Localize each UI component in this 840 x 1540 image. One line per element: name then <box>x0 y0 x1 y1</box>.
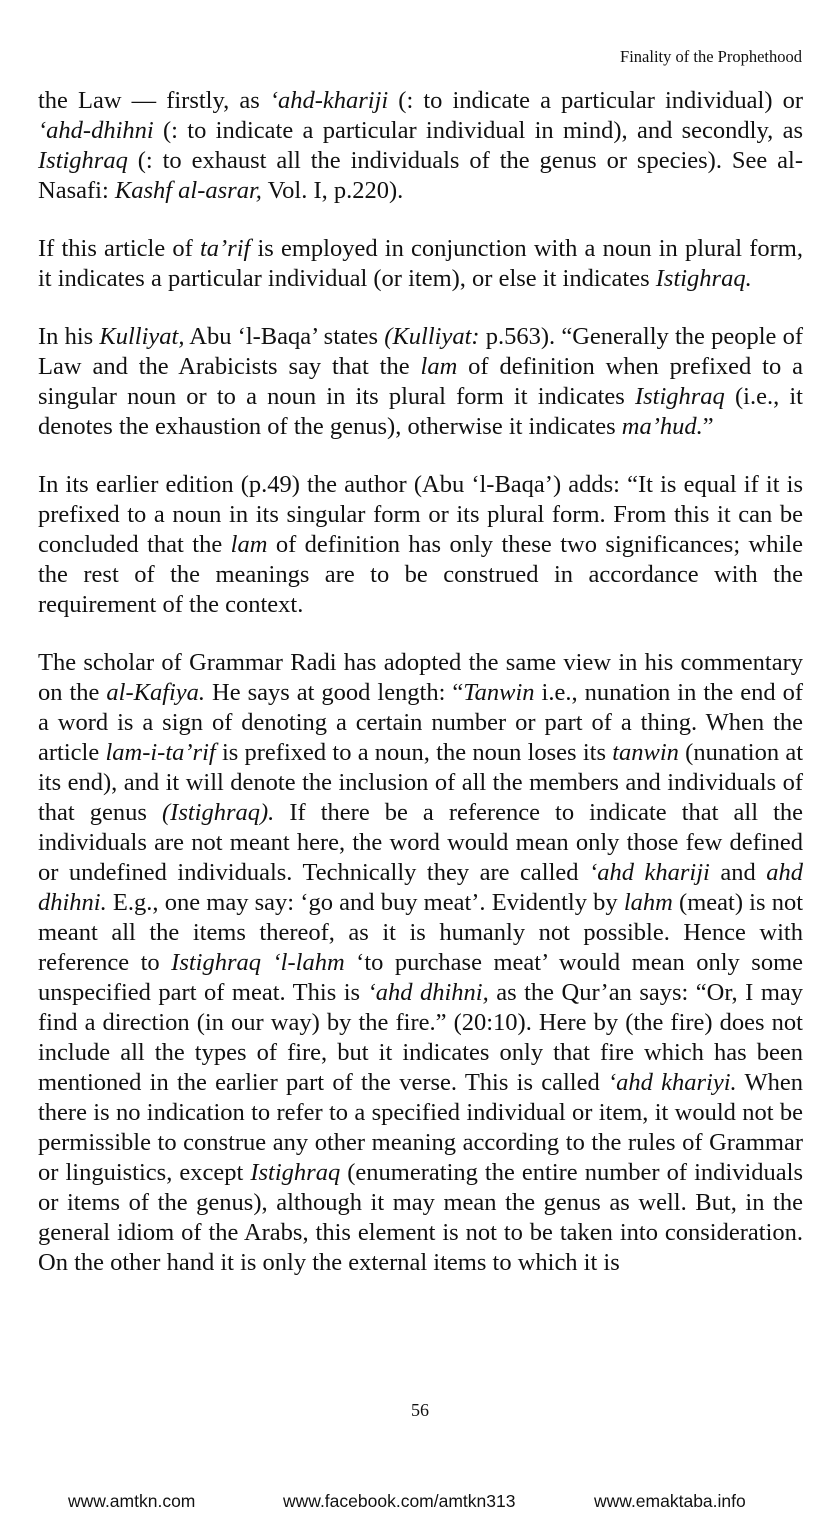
italic-term: ta’rif <box>199 235 251 262</box>
text-run: (: to indicate a particular individual in mind), and secondly, as <box>153 117 803 144</box>
text-run: Abu ‘l-Baqa’ states <box>184 323 385 350</box>
body-text <box>38 86 803 1306</box>
paragraph <box>38 86 803 206</box>
text-run: ” <box>702 413 714 440</box>
footer-link-emaktaba[interactable]: www.emaktaba.info <box>594 1491 746 1511</box>
text-run: of definition when prefixed to a singular noun or to a noun in its plural form it indicates <box>38 353 804 410</box>
italic-term: lam <box>420 353 458 380</box>
paragraph <box>38 234 803 294</box>
footer-link-amtkn[interactable]: www.amtkn.com <box>68 1491 196 1511</box>
page-number: 56 <box>411 1400 429 1420</box>
text-run: If there be a reference to indicate that all the individuals are not meant here, the word would mean only those few defined or undefined individuals. Technically they are called <box>38 799 803 886</box>
text-run: (nunation at its end), and it will denote the inclusion of all the members and individuals of that genus <box>38 739 803 826</box>
italic-term: Kashf al-asrar, <box>114 177 262 204</box>
text-run: i.e., nunation in the end of a word is a sign of denoting a certain number or part of a thing. When the article <box>38 679 803 766</box>
italic-term: ‘ahd-khariji <box>269 87 389 114</box>
paragraph <box>38 322 803 442</box>
text-run: as the Qur’an says: “Or, I may find a direction (in our way) by the fire.” (20:10). Here by (the fire) does not include all the types of fire, but it indicates only that fire which has been mentioned in the earlier part of the verse. This is called <box>38 979 804 1096</box>
italic-term: ‘ahd dhihni, <box>367 979 489 1006</box>
italic-term: al-Kafiya. <box>106 679 206 706</box>
text-run: (i.e., it denotes the exhaustion of the genus), otherwise it indicates <box>38 383 803 440</box>
text-run: is employed in conjunction with a noun in plural form, it indicates a particular individual (or item), or else it indicates <box>38 235 803 292</box>
italic-term: ‘ahd khariji <box>589 859 710 886</box>
text-run: He says at good length: “ <box>205 679 464 706</box>
text-run: p.563). “Generally the people of Law and the Arabicists say that the <box>38 323 803 380</box>
text-run: When there is no indication to refer to a specified individual or item, it would not be permissible to construe any other meaning according to the rules of Grammar or linguistics, except <box>38 1069 804 1186</box>
italic-term: lam <box>230 531 268 558</box>
text-run: (meat) is not meant all the items thereof, as it is humanly not possible. Hence with reference to <box>38 889 803 976</box>
text-run: E.g., one may say: ‘go and buy meat’. Evidently by <box>106 889 624 916</box>
footer-link-facebook[interactable]: www.facebook.com/amtkn313 <box>283 1491 516 1511</box>
italic-term: ‘ahd khariyi. <box>607 1069 737 1096</box>
italic-term: Tanwin <box>463 679 535 706</box>
text-run: (enumerating the entire number of individuals or items of the genus), although it may mean the genus as well. But, in the general idiom of the Arabs, this element is not to be taken into consideration. On the other hand it is only the external items to which it is <box>38 1159 803 1276</box>
text-run: Vol. I, p.220). <box>261 177 404 204</box>
text-run: is prefixed to a noun, the noun loses its <box>215 739 613 766</box>
italic-term: lam-i-ta’rif <box>105 739 216 766</box>
italic-term: ahd dhihni. <box>38 859 803 916</box>
italic-term: ‘ahd-dhihni <box>38 117 154 144</box>
text-run: (: to indicate a particular individual) or <box>388 87 803 114</box>
italic-term: tanwin <box>612 739 679 766</box>
text-run: of definition has only these two significances; while the rest of the meanings are to be construed in accordance with the requirement of the context. <box>38 531 803 618</box>
text-run: If this article of <box>38 235 200 262</box>
italic-term: Istighraq. <box>655 265 752 292</box>
text-run: and <box>709 859 767 886</box>
italic-term: Istighraq <box>38 147 128 174</box>
paragraph <box>38 470 803 620</box>
italic-term: Istighraq <box>634 383 725 410</box>
italic-term: ma’hud. <box>621 413 703 440</box>
text-run: ‘to purchase meat’ would mean only some unspecified part of meat. This is <box>38 949 804 1006</box>
text-run: In his <box>38 323 100 350</box>
italic-term: (Kulliyat: <box>384 323 480 350</box>
text-run: the Law — firstly, as <box>38 87 270 114</box>
italic-term: Istighraq ‘l-lahm <box>171 949 345 976</box>
italic-term: Istighraq <box>250 1159 341 1186</box>
italic-term: lahm <box>623 889 673 916</box>
paragraph <box>38 648 803 1278</box>
running-header: Finality of the Prophethood <box>620 47 802 66</box>
text-run: In its earlier edition (p.49) the author (Abu ‘l-Baqa’) adds: “It is equal if it is prefixed to a noun in its singular form or its plural form. From this it can be concluded that the <box>38 471 803 558</box>
italic-term: Kulliyat, <box>99 323 185 350</box>
text-run: (: to exhaust all the individuals of the genus or species). See al-Nasafi: <box>38 147 803 204</box>
text-run: The scholar of Grammar Radi has adopted the same view in his commentary on the <box>38 649 803 706</box>
italic-term: (Istighraq). <box>162 799 275 826</box>
